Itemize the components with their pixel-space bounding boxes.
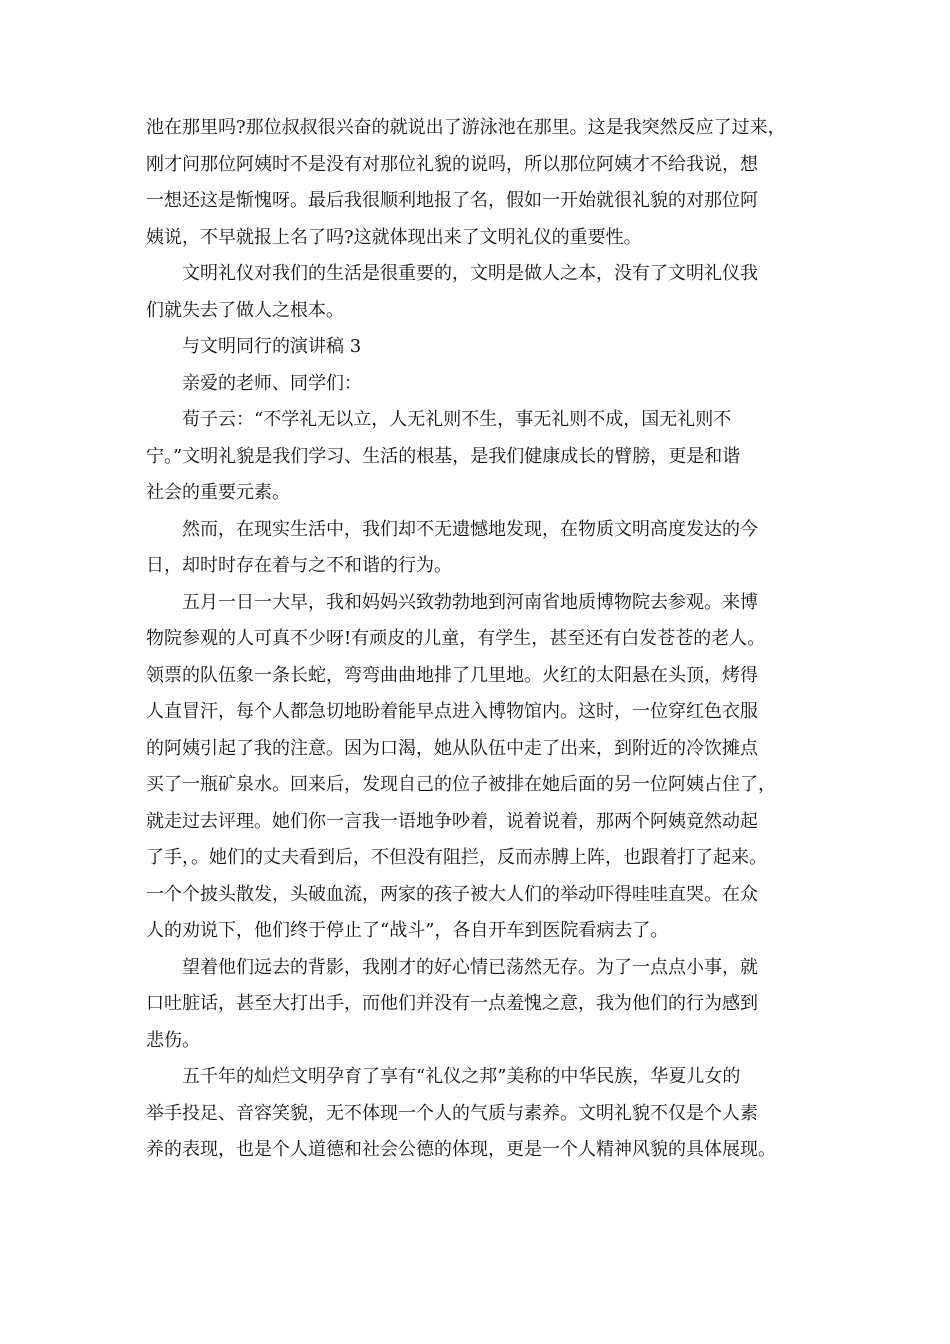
text-line: 了手，。她们的丈夫看到后，不但没有阻拦，反而赤膊上阵，也跟着打了起来。 [146,847,767,868]
text-line: 池在那里吗?那位叔叔很兴奋的就说出了游泳池在那里。这是我突然反应了过来， [146,117,786,138]
text-line: 一想还这是惭愧呀。最后我很顺利地报了名，假如一开始就很礼貌的对那位阿 [146,190,758,211]
paragraph [146,329,816,366]
text-line: 物院参观的人可真不少呀!有顽皮的儿童，有学生，甚至还有白发苍苍的老人。 [146,628,766,649]
text-line: 望着他们远去的背影，我刚才的好心情已荡然无存。为了一点点小事，就 [182,956,758,978]
text-line: 买了一瓶矿泉水。回来后，发现自己的位子被排在她后面的另一位阿姨占住了， [146,774,776,795]
text-line: 养的表现，也是个人道德和社会公德的体现，更是一个人精神风貌的具体展现。 [146,1139,776,1160]
text-line: 领票的队伍象一条长蛇，弯弯曲曲地排了几里地。火红的太阳悬在头顶，烤得 [146,664,758,686]
text-line: 举手投足、音容笑貌，无不体现一个人的气质与素养。文明礼貌不仅是个人素 [146,1102,758,1124]
text-line: 人直冒汗，每个人都急切地盼着能早点进入博物馆内。这时，一位穿红色衣服 [146,701,758,722]
text-line: 五月一日一大早，我和妈妈兴致勃勃地到河南省地质博物院去参观。来博 [182,591,758,613]
text-line: 荀子云：“不学礼无以立，人无礼则不生，事无礼则不成，国无礼则不 [182,409,732,430]
text-line: 的阿姨引起了我的注意。因为口渴，她从队伍中走了出来，到附近的冷饮摊点 [146,737,758,759]
document-body [146,110,816,1169]
text-line: 五千年的灿烂文明孕育了享有“礼仪之邦”美称的中华民族，华夏儿女的 [182,1066,741,1087]
text-line: 悲伤。 [146,1029,200,1051]
paragraph [146,110,816,256]
text-line: 刚才问那位阿姨时不是没有对那位礼貌的说吗，所以那位阿姨才不给我说，想 [146,153,758,175]
text-line: 们就失去了做人之根本。 [146,299,344,321]
paragraph [146,950,816,1060]
paragraph [146,585,816,950]
text-line: 口吐脏话，甚至大打出手，而他们并没有一点羞愧之意，我为他们的行为感到 [146,993,758,1014]
paragraph [146,402,816,512]
text-line: 宁。”文明礼貌是我们学习、生活的根基，是我们健康成长的臂膀，更是和谐 [146,445,741,467]
text-line: 日，却时时存在着与之不和谐的行为。 [146,555,452,576]
text-line: 姨说，不早就报上名了吗?这就体现出来了文明礼仪的重要性。 [146,226,642,248]
text-line: 人的劝说下，他们终于停止了“战斗”，各自开车到医院看病去了。 [146,920,669,941]
text-line: 一个个披头散发，头破血流，两家的孩子被大人们的举动吓得哇哇直哭。在众 [146,883,758,905]
text-line: 文明礼仪对我们的生活是很重要的，文明是做人之本，没有了文明礼仪我 [182,263,758,284]
text-line: 就走过去评理。她们你一言我一语地争吵着，说着说着，那两个阿姨竟然动起 [146,810,758,832]
paragraph [146,366,816,403]
paragraph [146,512,816,585]
paragraph [146,1059,816,1169]
text-line: 社会的重要元素。 [146,482,290,503]
paragraph [146,256,816,329]
text-line: 与文明同行的演讲稿 3 [182,336,362,357]
text-line: 然而，在现实生活中，我们却不无遗憾地发现，在物质文明高度发达的今 [182,518,758,540]
text-line: 亲爱的老师、同学们： [182,372,362,394]
